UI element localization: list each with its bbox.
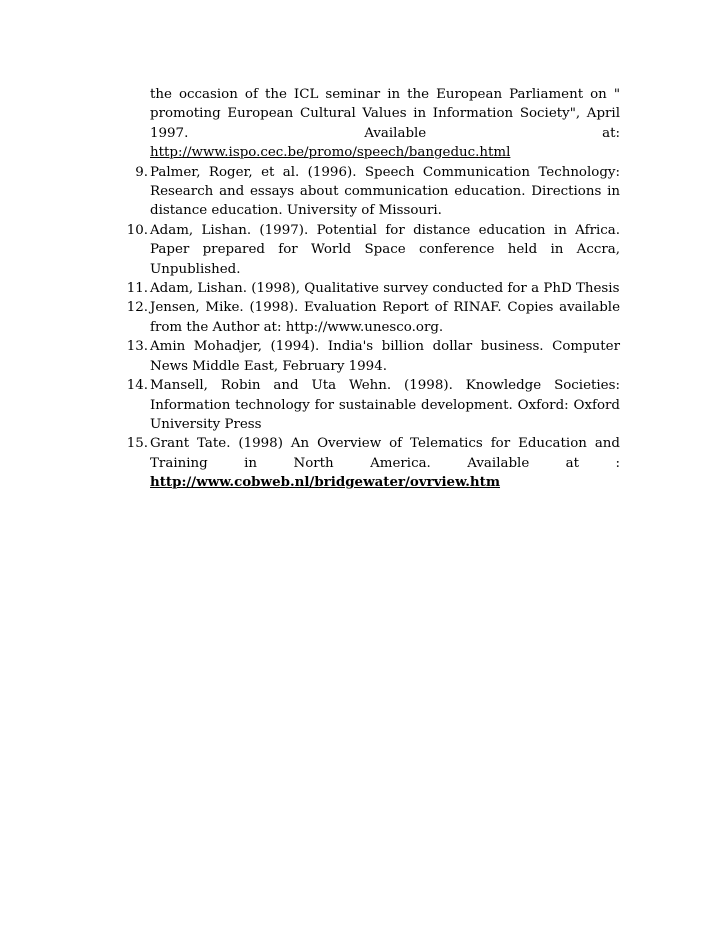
reference-number: 12. [126,300,148,316]
reference-item-12 [108,298,620,337]
reference-number: 15. [126,436,148,452]
reference-item-13 [108,337,620,376]
reference-link[interactable]: http://www.ispo.cec.be/promo/speech/bangeduc.html [150,145,511,161]
reference-number: 14. [126,378,148,394]
reference-number: 13. [126,339,148,355]
reference-text: Jensen, Mike. (1998). Evaluation Report of RINAF. Copies available from the Author at: http://www.unesco.org. [150,300,620,335]
reference-text: Mansell, Robin and Uta Wehn. (1998). Knowledge Societies: Information technology for sustainable development. Oxford: Oxford University Press [150,378,620,432]
reference-text: the occasion of the ICL seminar in the European Parliament on " promoting European Cultural Values in Information Society", April 1997. Available at: [150,87,620,141]
reference-link[interactable]: http://www.cobweb.nl/bridgewater/ovrview.htm [150,474,501,491]
reference-text: Grant Tate. (1998) An Overview of Telematics for Education and Training in North America. Available at : [150,436,620,471]
reference-text: Adam, Lishan. (1997). Potential for distance education in Africa. Paper prepared for World Space conference held in Accra, Unpublished. [150,222,620,277]
reference-item-10 [108,221,620,279]
reference-number: 9. [135,164,148,180]
reference-number: 11. [126,281,148,297]
reference-item-continued [108,85,620,163]
reference-item-14 [108,376,620,434]
reference-number: 10. [126,222,148,238]
reference-item-11 [108,279,620,298]
reference-text: Adam, Lishan. (1998), Qualitative survey conducted for a PhD Thesis [150,281,620,297]
reference-item-9 [108,163,620,221]
reference-item-15 [108,434,620,492]
reference-text: Palmer, Roger, et al. (1996). Speech Communication Technology: Research and essays about communication education. Directions in distance education. University of Missouri. [150,164,620,219]
reference-text: Amin Mohadjer, (1994). India's billion dollar business. Computer News Middle East, February 1994. [150,339,620,374]
reference-list [108,85,620,493]
